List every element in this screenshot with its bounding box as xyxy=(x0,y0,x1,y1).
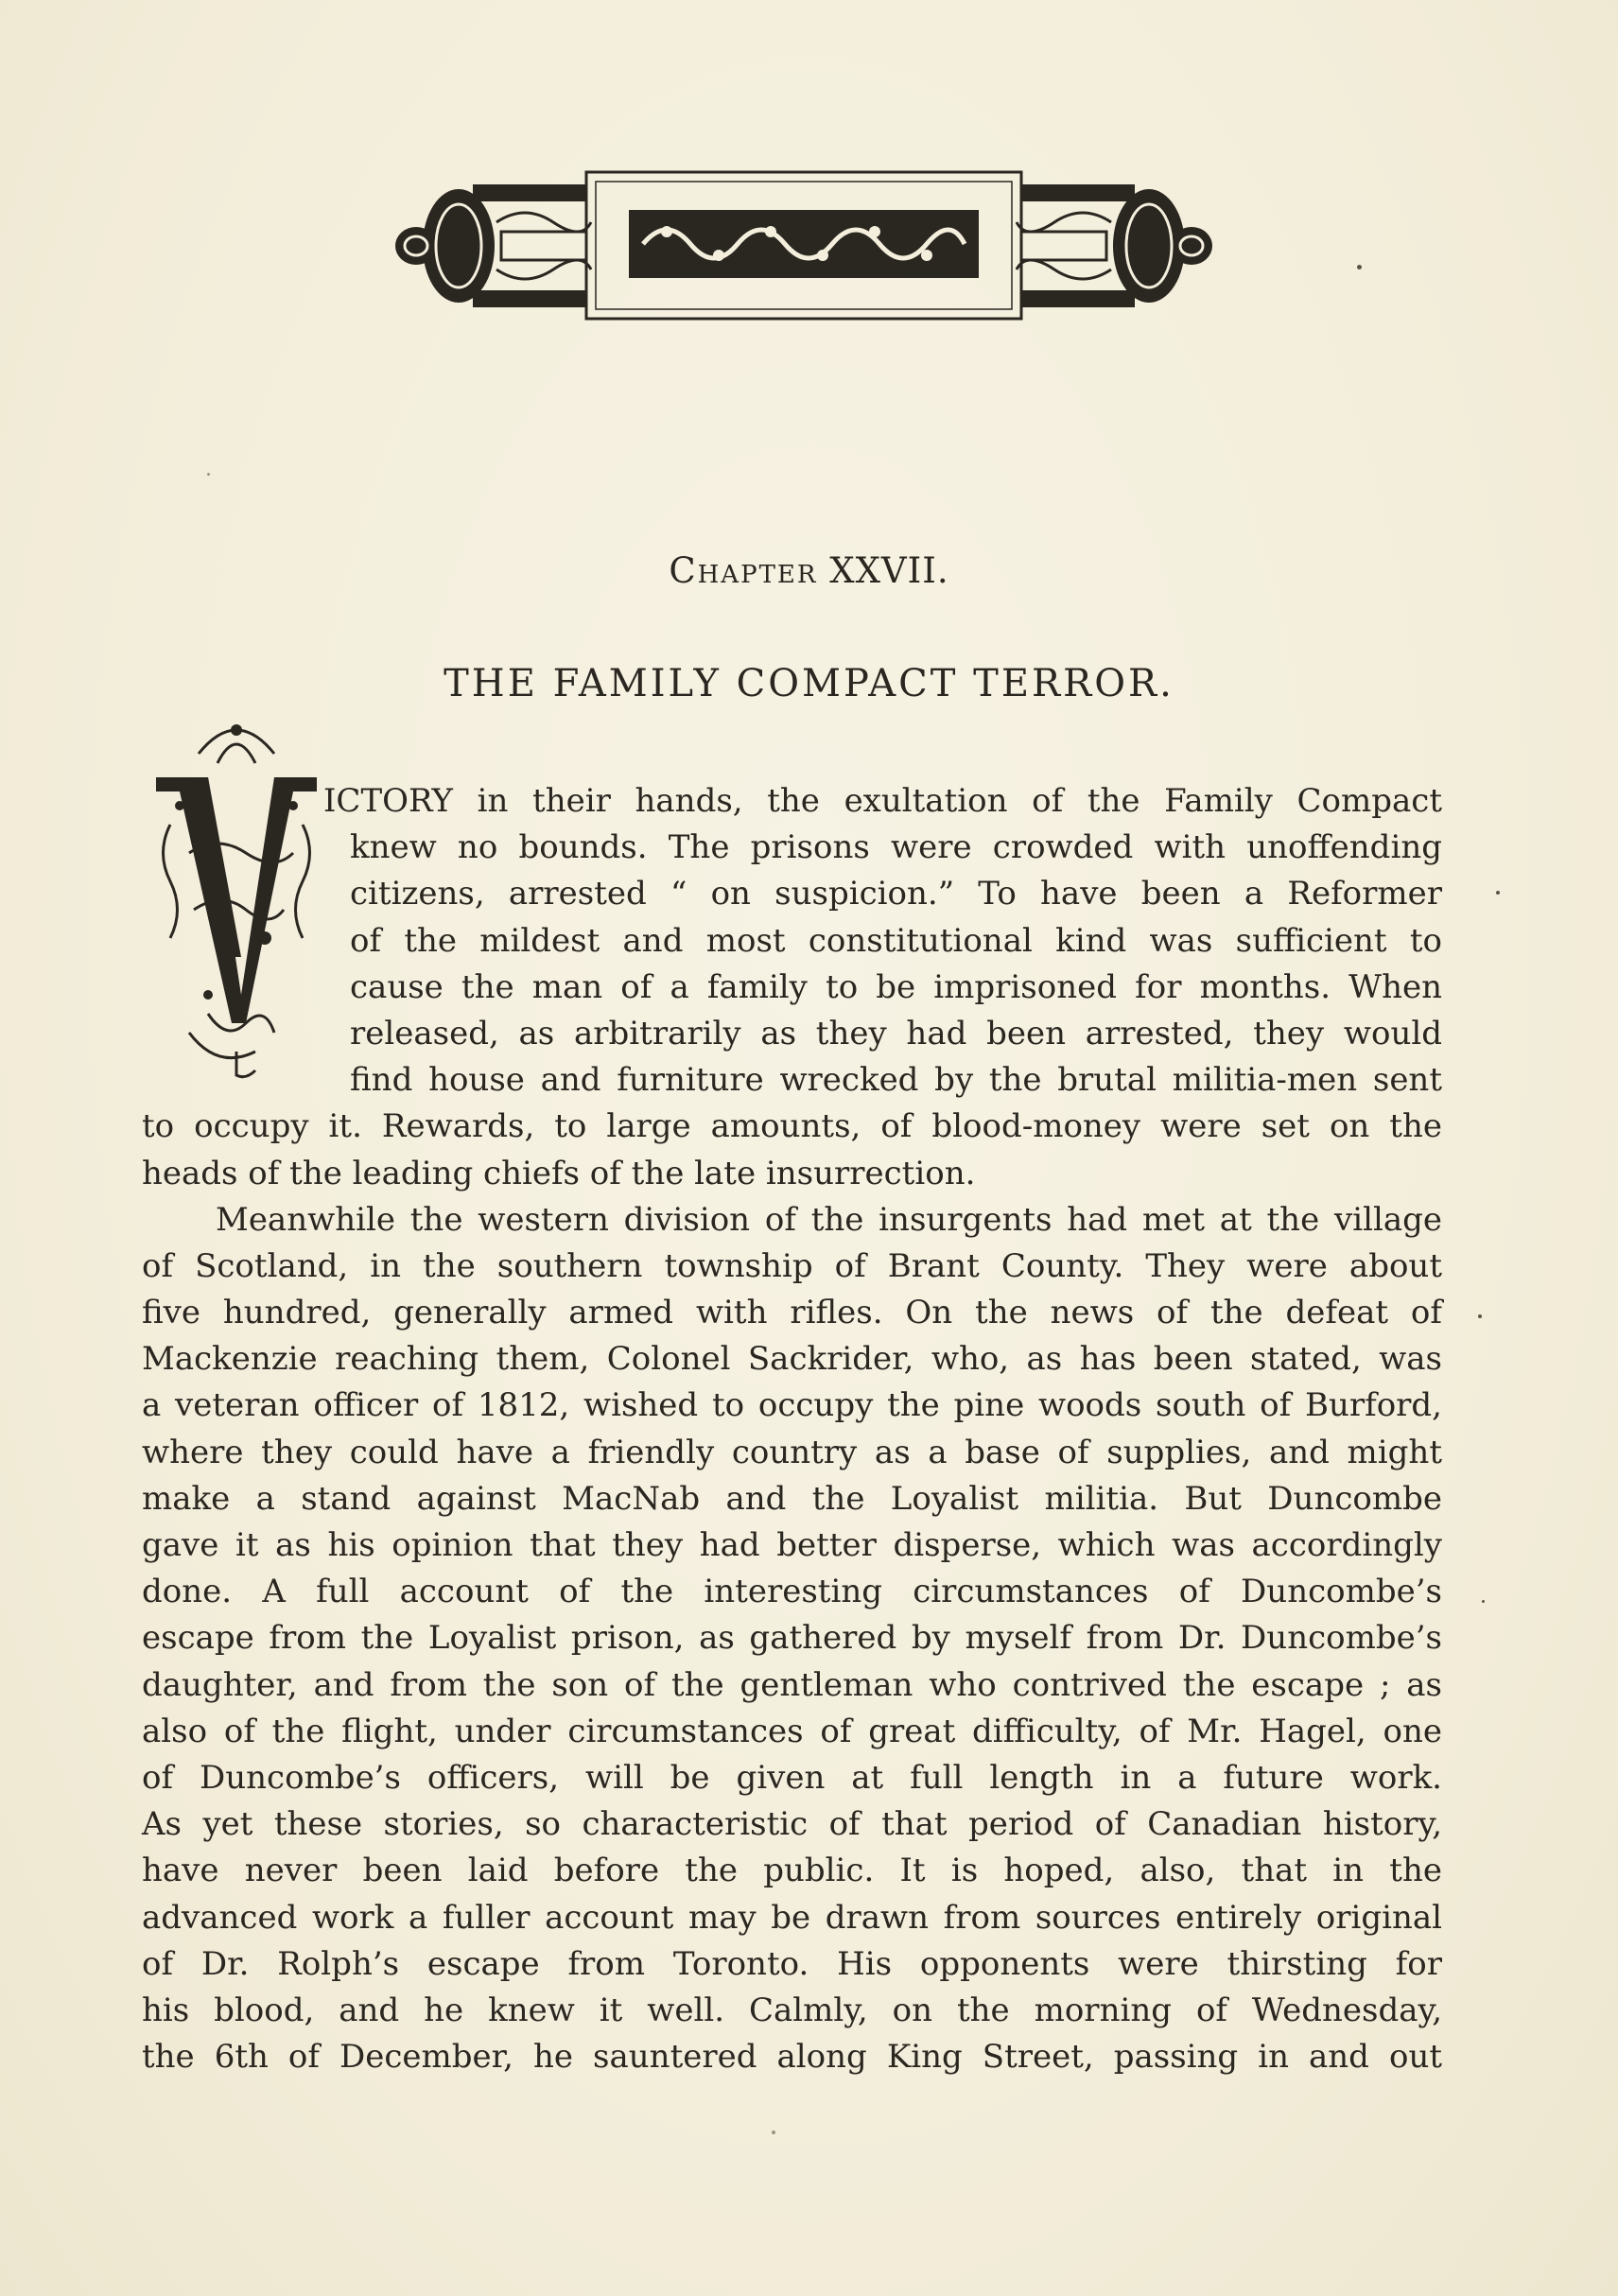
chapter-number: XXVII. xyxy=(829,550,949,591)
text-line: released, as arbitrarily as they had been arrested, they would xyxy=(350,1014,1442,1052)
text-line: As yet these stories, so characteristic of that period of Canadian history, xyxy=(142,1805,1442,1844)
text-line: five hundred, generally armed with rifles. On the news of the defeat of xyxy=(142,1294,1442,1332)
text-line: of the mildest and most constitutional kind was sufficient to xyxy=(350,921,1442,960)
text-line: heads of the leading chiefs of the late insurrection. xyxy=(142,1154,976,1192)
text-line: of Duncombe’s officers, will be given at full length in a future work. xyxy=(142,1758,1442,1797)
paragraph-2 xyxy=(142,1197,1442,2081)
text-line: daughter, and from the son of the gentleman who contrived the escape ; as xyxy=(142,1665,1442,1704)
text-line: gave it as his opinion that they had better disperse, which was accordingly xyxy=(142,1526,1442,1564)
ornamental-headpiece xyxy=(392,161,1215,331)
text-line: find house and furniture wrecked by the brutal militia-men sent xyxy=(350,1061,1442,1100)
paper-speck xyxy=(1478,1314,1482,1318)
paper-speck xyxy=(1357,265,1362,270)
body-text xyxy=(142,778,1442,2080)
paper-speck xyxy=(1482,1600,1485,1603)
text-line: knew no bounds. The prisons were crowded with unoffending xyxy=(350,828,1442,867)
text-line: his blood, and he knew it well. Calmly, on the morning of Wednesday, xyxy=(142,1991,1442,2029)
paper-speck xyxy=(1496,891,1500,895)
text-line: make a stand against MacNab and the Loyalist militia. But Duncombe xyxy=(142,1479,1442,1518)
paper-speck xyxy=(772,2131,775,2134)
text-line: also of the flight, under circumstances of great difficulty, of Mr. Hagel, one xyxy=(142,1712,1442,1750)
text-line: to occupy it. Rewards, to large amounts, of blood-money were set on the xyxy=(142,1107,1442,1146)
text-line: advanced work a fuller account may be drawn from sources entirely original xyxy=(142,1898,1442,1937)
text-line: ICTORY in their hands, the exultation of the Family Compact xyxy=(323,782,1442,820)
chapter-label: Chapter xyxy=(669,550,818,591)
text-line: where they could have a friendly country as a base of supplies, and might xyxy=(142,1433,1442,1471)
text-line: Mackenzie reaching them, Colonel Sackrider, who, as has been stated, was xyxy=(142,1340,1442,1379)
text-line: done. A full account of the interesting circumstances of Duncombe’s xyxy=(142,1573,1442,1611)
text-line: citizens, arrested “ on suspicion.” To have been a Reformer xyxy=(350,875,1442,913)
text-line: have never been laid before the public. It is hoped, also, that in the xyxy=(142,1852,1442,1890)
text-line: a veteran officer of 1812, wished to occupy the pine woods south of Burford, xyxy=(142,1386,1442,1425)
chapter-title: THE FAMILY COMPACT TERROR. xyxy=(444,662,1174,705)
text-line: Meanwhile the western division of the insurgents had met at the village xyxy=(216,1200,1442,1239)
paper-speck xyxy=(207,473,210,476)
paragraph-1 xyxy=(142,778,1442,1197)
text-line: of Scotland, in the southern township of Brant County. They were about xyxy=(142,1246,1442,1285)
text-line: escape from the Loyalist prison, as gathered by myself from Dr. Duncombe’s xyxy=(142,1619,1442,1658)
text-line: cause the man of a family to be imprisoned for months. When xyxy=(350,967,1442,1006)
text-line: the 6th of December, he sauntered along King Street, passing in and out xyxy=(142,2038,1442,2077)
chapter-heading xyxy=(0,550,1618,591)
text-line: of Dr. Rolph’s escape from Toronto. His opponents were thirsting for xyxy=(142,1944,1442,1983)
